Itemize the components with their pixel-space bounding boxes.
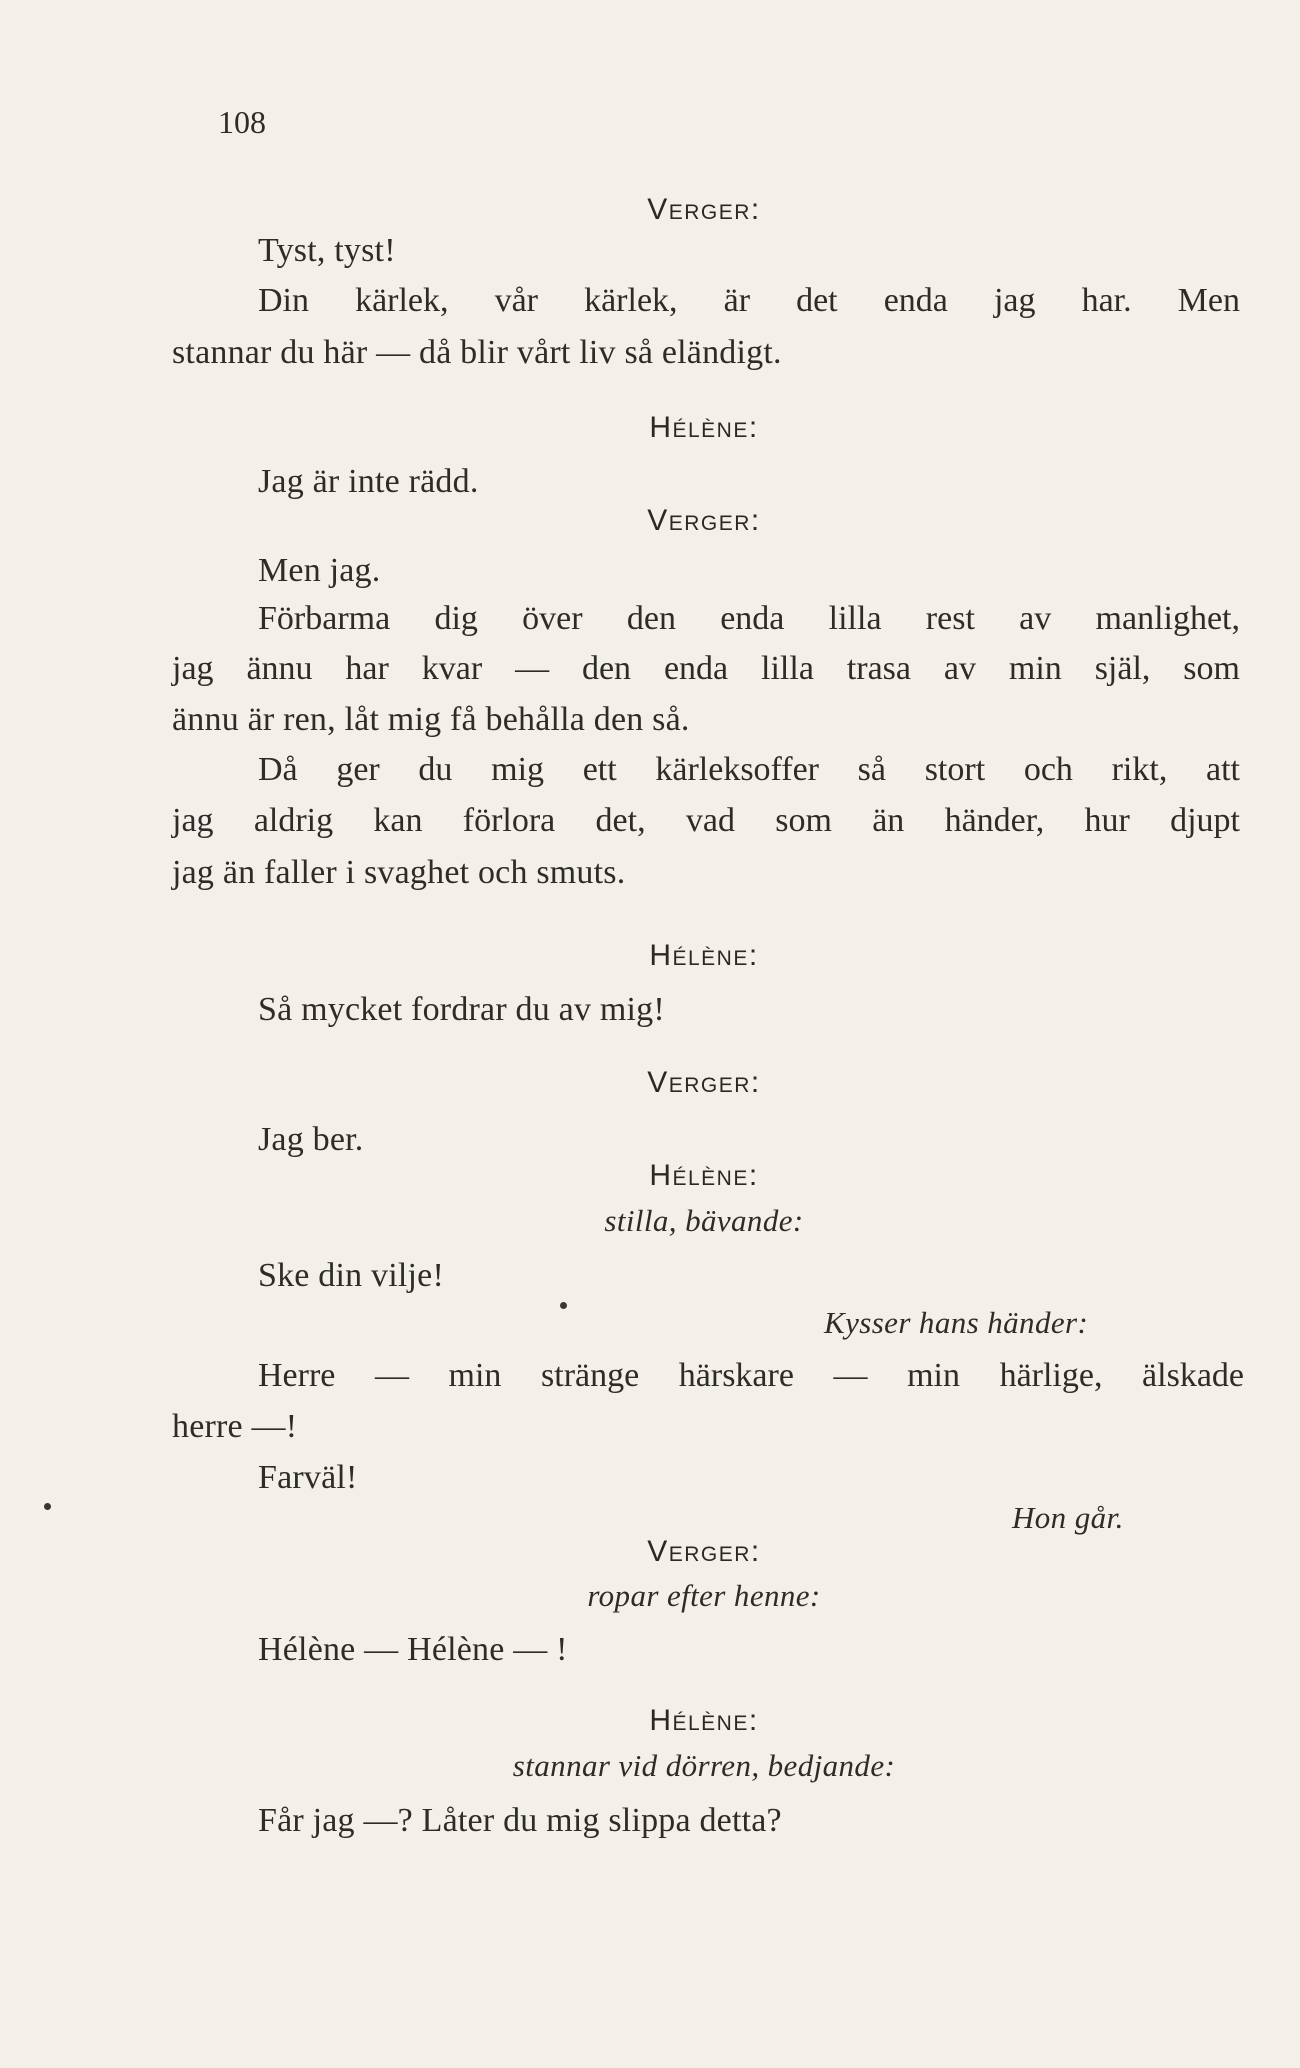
speaker-helene: Hélène: (649, 1159, 759, 1192)
dialogue-line: jag aldrig kan förlora det, vad som än händer, hur djupt (172, 802, 1240, 839)
print-speck (560, 1302, 567, 1309)
dialogue-line: Jag ber. (258, 1121, 364, 1158)
dialogue-line: Din kärlek, vår kärlek, är det enda jag har. Men (258, 282, 1240, 319)
stage-direction: ropar efter henne: (587, 1578, 821, 1613)
dialogue-line: Men jag. (258, 552, 381, 589)
speaker-verger: Verger: (647, 1066, 761, 1099)
page-number: 108 (218, 104, 266, 140)
stage-direction: Kysser hans händer: (824, 1305, 1089, 1340)
speaker-verger: Verger: (647, 1535, 761, 1568)
speaker-verger: Verger: (647, 193, 761, 226)
dialogue-line: Farväl! (258, 1459, 358, 1496)
dialogue-line: Herre — min stränge härskare — min härlige, älskade (258, 1357, 1244, 1394)
dialogue-line: Så mycket fordrar du av mig! (258, 991, 665, 1028)
dialogue-line: stannar du här — då blir vårt liv så eländigt. (172, 334, 782, 371)
speaker-verger: Verger: (647, 504, 761, 537)
speaker-helene: Hélène: (649, 411, 759, 444)
speaker-helene: Hélène: (649, 1704, 759, 1737)
dialogue-line: ännu är ren, låt mig få behålla den så. (172, 701, 690, 738)
dialogue-line: Hélène — Hélène — ! (258, 1631, 568, 1668)
dialogue-line: Tyst, tyst! (258, 232, 396, 269)
dialogue-line: Förbarma dig över den enda lilla rest av manlighet, (258, 600, 1240, 637)
dialogue-line: jag än faller i svaghet och smuts. (172, 854, 626, 891)
dialogue-line: jag ännu har kvar — den enda lilla trasa av min själ, som (172, 650, 1240, 687)
dialogue-line: Jag är inte rädd. (258, 463, 479, 500)
stage-direction: stilla, bävande: (604, 1203, 804, 1238)
stage-direction: stannar vid dörren, bedjande: (512, 1748, 896, 1783)
dialogue-line: Får jag —? Låter du mig slippa detta? (258, 1802, 782, 1839)
dialogue-line: herre —! (172, 1408, 298, 1445)
speaker-helene: Hélène: (649, 939, 759, 972)
dialogue-line: Då ger du mig ett kärleksoffer så stort och rikt, att (258, 751, 1240, 788)
dialogue-line: Ske din vilje! (258, 1257, 444, 1294)
stage-direction: Hon går. (1012, 1500, 1124, 1535)
print-speck (44, 1503, 51, 1510)
